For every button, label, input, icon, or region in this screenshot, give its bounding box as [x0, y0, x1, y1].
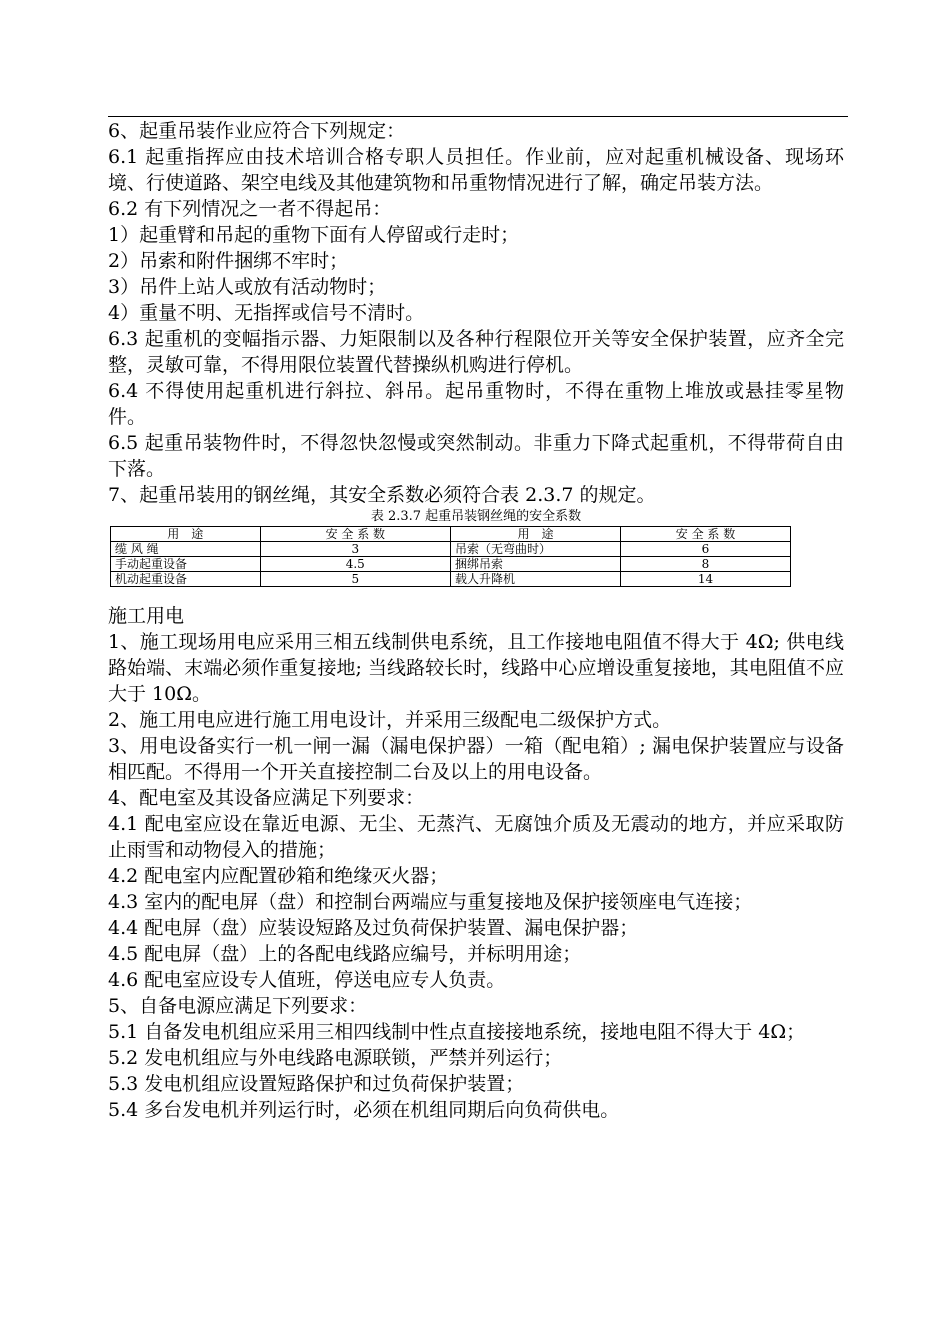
column-header: 用 途 [111, 527, 261, 542]
table-cell: 吊索（无弯曲时） [450, 542, 620, 557]
paragraph: 2）吊索和附件捆绑不牢时； [108, 250, 349, 272]
paragraph: 6.3 起重机的变幅指示器、力矩限制以及各种行程限位开关等安全保护装置，应齐全完整，灵敏可靠，不得用限位装置代替操纵机购进行停机。 [108, 328, 844, 376]
column-header: 安 全 系 数 [620, 527, 790, 542]
paragraph: 6.5 起重吊装物件时，不得忽快忽慢或突然制动。非重力下降式起重机，不得带荷自由下落。 [108, 432, 844, 480]
paragraph: 5.2 发电机组应与外电线路电源联锁，严禁并列运行； [108, 1047, 563, 1069]
paragraph: 4.3 室内的配电屏（盘）和控制台两端应与重复接地及保护接领座电气连接； [108, 891, 753, 913]
table-row [111, 572, 791, 587]
paragraph: 5.1 自备发电机组应采用三相四线制中性点直接接地系统，接地电阻不得大于 4Ω； [108, 1021, 806, 1043]
table-caption: 表 2.3.7 起重吊装钢丝绳的安全系数 [370, 509, 582, 524]
table-cell: 捆绑吊索 [450, 557, 620, 572]
safety-factor-table [110, 526, 791, 587]
section-heading: 施工用电 [108, 605, 185, 627]
table-cell: 手动起重设备 [111, 557, 261, 572]
table-cell: 5 [260, 572, 450, 587]
table-header-row [111, 527, 791, 542]
paragraph: 3）吊件上站人或放有活动物时； [108, 276, 387, 298]
header-rule [108, 116, 848, 117]
table-cell: 6 [620, 542, 790, 557]
table-cell: 机动起重设备 [111, 572, 261, 587]
table-cell: 14 [620, 572, 790, 587]
paragraph: 6.1 起重指挥应由技术培训合格专职人员担任。作业前，应对起重机械设备、现场环境、行使道路、架空电线及其他建筑物和吊重物情况进行了解，确定吊装方法。 [108, 146, 844, 194]
paragraph: 4.1 配电室应设在靠近电源、无尘、无蒸汽、无腐蚀介质及无震动的地方，并应采取防止雨雪和动物侵入的措施； [108, 813, 844, 861]
paragraph: 4.4 配电屏（盘）应装设短路及过负荷保护装置、漏电保护器； [108, 917, 639, 939]
paragraph: 4、配电室及其设备应满足下列要求： [108, 787, 425, 809]
column-header: 安 全 系 数 [260, 527, 450, 542]
paragraph: 4）重量不明、无指挥或信号不清时。 [108, 302, 425, 324]
table-cell: 8 [620, 557, 790, 572]
paragraph: 2、施工用电应进行施工用电设计，并采用三级配电二级保护方式。 [108, 709, 672, 731]
paragraph: 5、自备电源应满足下列要求： [108, 995, 368, 1017]
document-body [108, 118, 844, 1123]
table-row [111, 557, 791, 572]
table-cell: 载人升降机 [450, 572, 620, 587]
paragraph: 4.6 配电室应设专人值班，停送电应专人负责。 [108, 969, 506, 991]
table-row [111, 542, 791, 557]
paragraph: 4.5 配电屏（盘）上的各配电线路应编号，并标明用途； [108, 943, 582, 965]
table-cell: 4.5 [260, 557, 450, 572]
paragraph: 7、起重吊装用的钢丝绳，其安全系数必须符合表 2.3.7 的规定。 [108, 484, 656, 506]
table-cell: 3 [260, 542, 450, 557]
table-cell: 缆 风 绳 [111, 542, 261, 557]
paragraph: 5.3 发电机组应设置短路保护和过负荷保护装置； [108, 1073, 525, 1095]
power-section [108, 603, 844, 1123]
paragraph: 5.4 多台发电机并列运行时，必须在机组同期后向负荷供电。 [108, 1099, 620, 1121]
spacer [108, 587, 844, 603]
paragraph: 3、用电设备实行一机一闸一漏（漏电保护器）一箱（配电箱）; 漏电保护装置应与设备相匹配。不得用一个开关直接控制二台及以上的用电设备。 [108, 735, 844, 783]
paragraph: 6.2 有下列情况之一者不得起吊： [108, 198, 392, 220]
paragraph: 1、施工现场用电应采用三相五线制供电系统，且工作接地电阻值不得大于 4Ω; 供电线路始端、末端必须作重复接地; 当线路较长时，线路中心应增设重复接地，其电阻值不应大于 10Ω。 [108, 631, 844, 705]
column-header: 用 途 [450, 527, 620, 542]
paragraph: 4.2 配电室内应配置砂箱和绝缘灭火器； [108, 865, 449, 887]
paragraph: 6.4 不得使用起重机进行斜拉、斜吊。起吊重物时，不得在重物上堆放或悬挂零星物件。 [108, 380, 844, 428]
lifting-section [108, 118, 844, 508]
paragraph: 1）起重臂和吊起的重物下面有人停留或行走时； [108, 224, 520, 246]
paragraph: 6、起重吊装作业应符合下列规定： [108, 120, 406, 142]
